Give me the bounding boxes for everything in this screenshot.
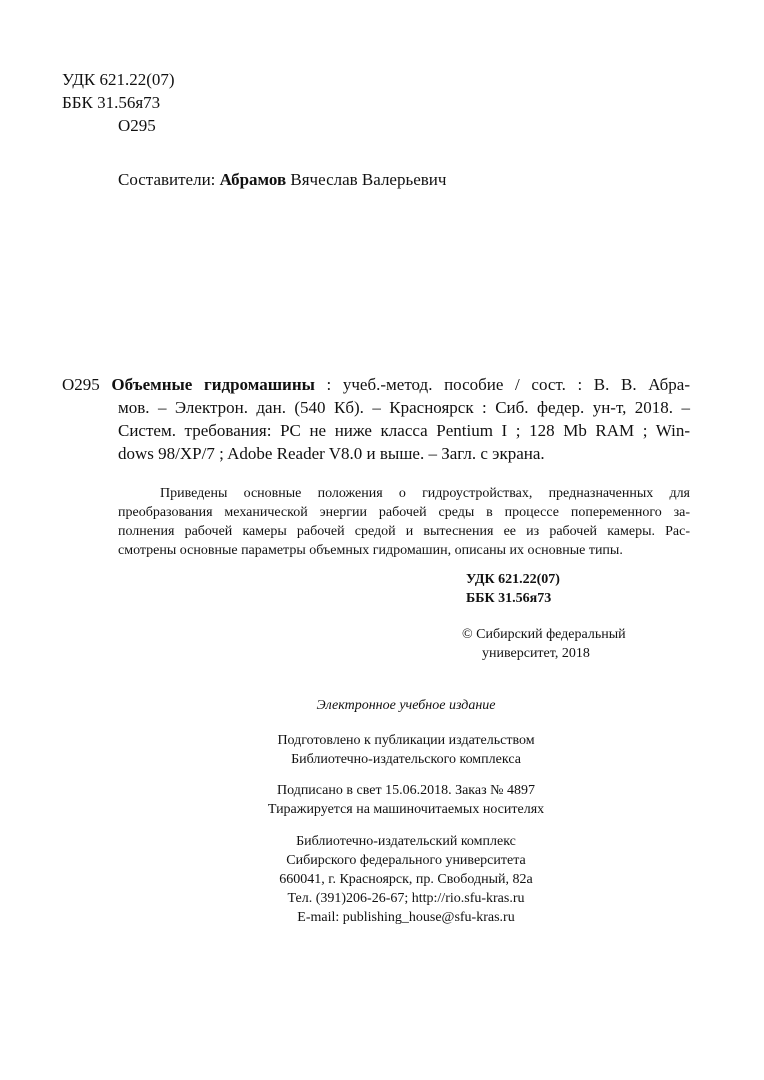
bib-code: О295 bbox=[62, 375, 100, 394]
publisher-address: 660041, г. Красноярск, пр. Свободный, 82а bbox=[279, 872, 533, 887]
prepared-line-2: Библиотечно-издательского комплекса bbox=[291, 752, 521, 767]
compiler-surname: Абрамов bbox=[219, 170, 287, 189]
bbk-code-bold: ББК 31.56я73 bbox=[466, 591, 552, 606]
prepared-line-1: Подготовлено к публикации издательством bbox=[277, 733, 535, 748]
copyright-line-1: © Сибирский федеральный bbox=[462, 627, 626, 642]
bib-line-2: мов. – Электрон. дан. (540 Кб). – Красноярск : Сиб. федер. ун-т, 2018. – bbox=[118, 398, 690, 417]
abstract-line-3: полнения рабочей камеры рабочей средой и вытеснения ее из рабочей камеры. Рас- bbox=[118, 524, 690, 539]
compilers-line bbox=[118, 170, 446, 190]
udk-code-bold: УДК 621.22(07) bbox=[466, 572, 560, 587]
bib-line-1 bbox=[62, 373, 690, 396]
abstract-line-1: Приведены основные положения о гидроустройствах, предназначенных для bbox=[160, 486, 690, 501]
abstract bbox=[118, 484, 690, 560]
replicated-line: Тиражируется на машиночитаемых носителях bbox=[267, 802, 545, 817]
publisher-line-1: Библиотечно-издательский комплекс bbox=[296, 834, 516, 849]
publisher-email: E-mail: publishing_house@sfu-kras.ru bbox=[297, 910, 515, 925]
publisher-line-2: Сибирского федерального университета bbox=[286, 853, 526, 868]
abstract-line-2: преобразования механической энергии рабочей среды в процессе попеременного за- bbox=[118, 505, 690, 520]
signed-line: Подписано в свет 15.06.2018. Заказ № 4897 bbox=[276, 783, 535, 798]
compilers-label: Составители: bbox=[118, 170, 216, 189]
bib-line-3: Систем. требования: PC не ниже класса Pentium I ; 128 Mb RAM ; Win- bbox=[118, 421, 690, 440]
bib-line-4: dows 98/XP/7 ; Adobe Reader V8.0 и выше. – Загл. с экрана. bbox=[118, 444, 545, 463]
copyright-line-2: университет, 2018 bbox=[482, 646, 590, 661]
bibliographic-record bbox=[62, 373, 690, 465]
udk-line: УДК 621.22(07) bbox=[62, 70, 175, 89]
publisher-phone-web: Тел. (391)206-26-67; http://rio.sfu-kras.ru bbox=[287, 891, 525, 906]
compiler-given-names: Вячеслав Валерьевич bbox=[286, 170, 447, 189]
bib-line-1-rest: : учеб.-метод. пособие / сост. : В. В. Абра- bbox=[314, 375, 690, 394]
edition-type: Электронное учебное издание bbox=[316, 698, 496, 713]
book-title: Объемные гидромашины bbox=[111, 375, 315, 394]
bbk-line: ББК 31.56я73 bbox=[62, 93, 161, 112]
author-mark-code: О295 bbox=[118, 116, 156, 135]
abstract-line-4: смотрены основные параметры объемных гидромашин, описаны их основные типы. bbox=[118, 543, 623, 558]
